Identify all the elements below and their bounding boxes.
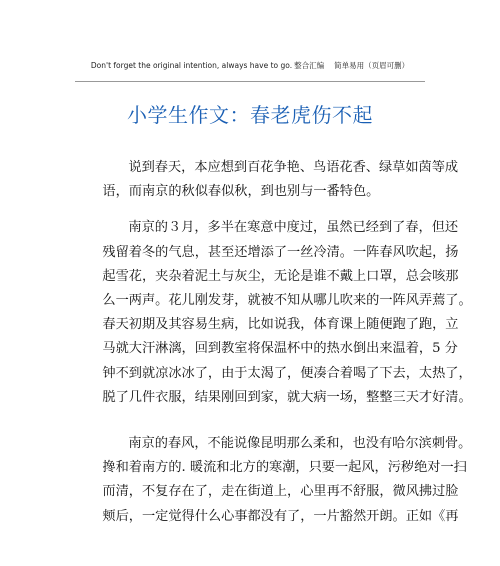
header-divider	[75, 81, 425, 82]
header-english-text: Don't forget the original intention, always have to go.	[90, 61, 293, 70]
paragraph-line: 起雪花，夹杂着泥土与灰尘，无论是谁不戴上口罩，总会咳那	[102, 268, 459, 284]
paragraph-line: 残留着冬的气息，甚至还增添了一丝冷清。一阵春风吹起，扬	[102, 244, 459, 260]
paragraph-line: 脱了几件衣服，结果刚回到家，就大病一场，整整三天才好清。	[102, 389, 472, 405]
paragraph-line: 么一两声。花儿刚发芽，就被不知从哪儿吹来的一阵风弄蔫了。	[102, 293, 472, 309]
paragraph-2	[76, 216, 472, 410]
paragraph-line: 春天初期及其容易生病，比如说我，体育课上随便跑了跑，立	[102, 317, 459, 333]
paragraph-line: 南京的３月，多半在寒意中度过，虽然已经到了春，但还	[128, 220, 459, 236]
paragraph-line: 马就大汗淋漓，回到教室将保温杯中的热水倒出来温着，5 分	[102, 341, 458, 357]
page-header	[0, 60, 500, 71]
paragraph-line: 颊后，一定觉得什么心事都没有了，一片豁然开朗。正如《再	[102, 508, 459, 524]
paragraph-3	[76, 432, 472, 529]
paragraph-line: 南京的春风，不能说像昆明那么柔和，也没有哈尔滨刺骨。	[128, 436, 472, 452]
paragraph-line: 语，而南京的秋似春似秋，到也别与一番特色。	[102, 184, 380, 200]
paragraph-line: 钟不到就凉冰冰了，由于太渴了，便凑合着喝了下去，太热了，	[102, 365, 472, 381]
paragraph-line: 说到春天，本应想到百花争艳、鸟语花香、绿草如茵等成	[128, 160, 459, 175]
header-extra-text: 简单易用（页眉可删）	[334, 61, 410, 70]
paragraph-line: 而清，不复存在了，走在街道上，心里再不舒服，微风拂过脸	[102, 484, 459, 500]
header-chinese-text: 整合汇编	[294, 61, 325, 70]
article-body	[76, 156, 472, 541]
document-title: 小学生作文：春老虎伤不起	[127, 103, 373, 127]
paragraph-1	[76, 156, 459, 204]
paragraph-line: 搀和着南方的. 暖流和北方的寒潮，只要一起风，污秽绝对一扫	[102, 460, 467, 476]
